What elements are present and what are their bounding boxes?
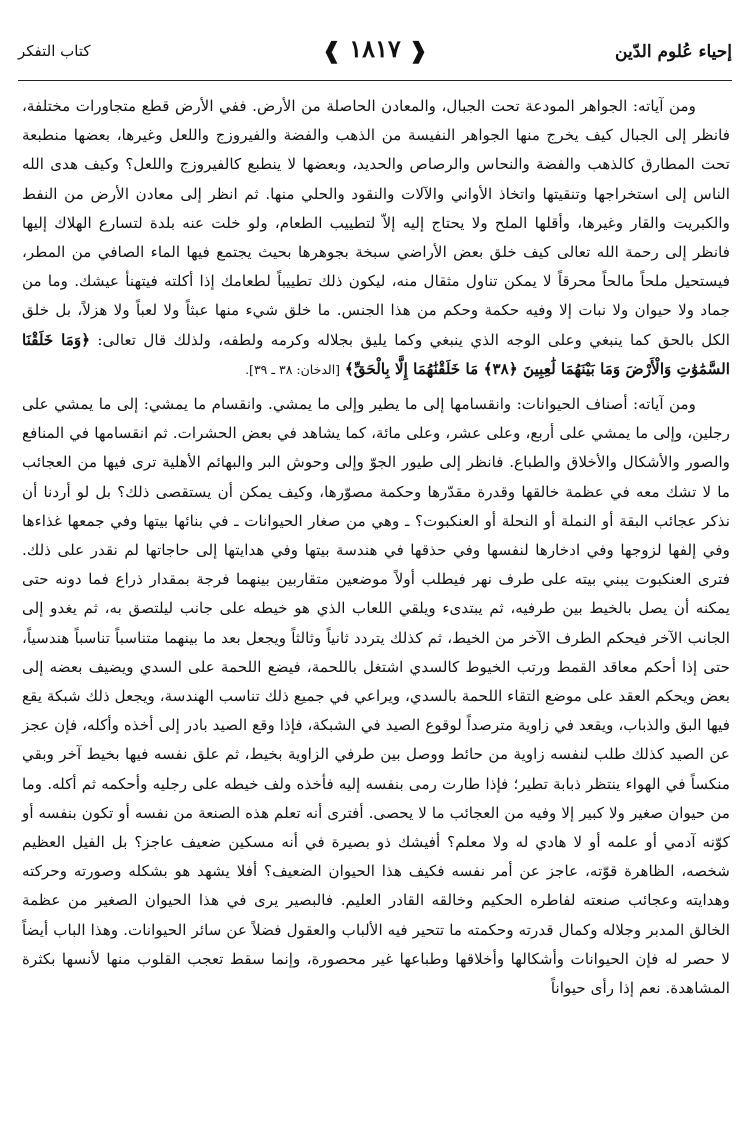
right-ornament-icon: ❱ — [409, 37, 428, 64]
quran-verse: ﴿وَمَا خَلَقْنَا السَّمَٰوَٰتِ وَالْأَرْضَ وَمَا بَيْنَهُمَا لَٰعِبِينَ ﴿٣٨﴾ مَا خَلَقْنَٰهُمَا إِلَّا بِالْحَقِّ﴾ — [22, 330, 730, 378]
page-number: ١٨١٧ — [349, 34, 401, 63]
body-text — [22, 92, 730, 1003]
left-ornament-icon: ❰ — [322, 37, 341, 64]
verse-reference: [الدخان: ٣٨ ـ ٣٩]. — [245, 361, 341, 377]
page-number-block — [322, 34, 427, 64]
header-divider — [18, 80, 732, 81]
paragraph-minerals — [22, 92, 730, 384]
page-header — [18, 34, 732, 82]
paragraph-animals — [22, 390, 730, 1003]
paragraph-text: ومن آياته: أصناف الحيوانات: وانقسامها إلى ما يطير وإلى ما يمشي. وانقسام ما يمشي: إلى ما يمشي على رجلين، وإلى ما يمشي على أربع، وعلى عشر، وعلى مائة، كما يشاهد في بعض الحشرات. ثم انقسامها في المنافع والصور والأشكال والأخلاق والطباع. فانظر إلى طيور الجوّ وإلى وحوش البر والبهائم الأهلية ترى فيها من العجائب ما لا تشك معه في عظمة خالقها وقدرة مقدّرها وحكمة مصوّرها، وكيف يمكن أن يستقصى ذلك؟ بل لو أردنا أن نذكر عجائب البقة أو النملة أو النحلة أو العنكبوت؟ ـ وهي من صغار الحيوانات ـ في بنائها بيتها وفي جمعها غذاءها وفي إلفها لزوجها وفي ادخارها لنفسها وفي حذقها في هندسة بيتها وفي هدايتها إلى حاجاتها لم نقدر على ذلك. فترى العنكبوت يبني بيته على طرف نهر فيطلب أولاً موضعين متقاربين بينهما فرجة بمقدار ذراع فما دونه حتى يمكنه أن يصل بالخيط بين طرفيه، ثم يبتدىء ويلقي اللعاب الذي هو خيطه على جانب ليلتصق به، ثم يغدو إلى الجانب الآخر فيحكم الطرف الآخر من الخيط، ثم كذلك يتردد ثانياً وثالثاً ويجعل بعد ما بينهما متناسباً تناسباً هندسياً، حتى إذا أحكم معاقد القمط ورتب الخيوط كالسدي اشتغل باللحمة، فيضع اللحمة على السدي ويضيف بعضه إلى بعض ويحكم العقد على موضع التقاء اللحمة بالسدي، ويراعي في جميع ذلك تناسب الهندسة، ويجعل ذلك شبكة يقع فيها البق والذباب، ويقعد في زاوية مترصداً لوقوع الصيد في الشبكة، فإذا وقع الصيد بادر إلى أخذه وأكله، فإن عجز عن الصيد كذلك طلب لنفسه زاوية من حائط ووصل بين طرفي الزاوية بخيط، ثم علق نفسه فيها بخيط آخر وبقي منكساً في الهواء ينتظر ذبابة تطير؛ فإذا طارت رمى بنفسه إليه فأخذه ولف خيطه على رجليه وأحكمه ثم أكله. وما من حيوان صغير ولا كبير إلا وفيه من العجائب ما لا يحصى. أفترى أنه تعلم هذه الصنعة من نفسه أو تكون بنفسه أو كوّنه آدمي أو علمه أو لا هادي له ولا معلم؟ أفيشك ذو بصيرة في أنه مسكين ضعيف عاجز؟ بل الفيل العظيم شخصه، الظاهرة قوّته، عاجز عن أمر نفسه فكيف هذا الحيوان الضعيف؟ أفلا يشهد هو بشكله وصورته وحركته وهدايته وعجائب صنعته لفاطره الحكيم وخالقه القادر العليم. فالبصير يرى في هذا الحيوان الصغير من عظمة الخالق المدبر وجلاله وكمال قدرته وحكمته ما تتحير فيه الألباب والعقول فضلاً عن سائر الحيوانات. وهذا الباب أيضاً لا حصر له فإن الحيوانات وأشكالها وأخلاقها وطباعها غير محصورة، وإنما سقط تعجب القلوب منها لأنسها بكثرة المشاهدة. نعم إذا رأى حيواناً — [22, 395, 730, 998]
book-title: إحياء عُلوم الدّين — [615, 42, 732, 62]
chapter-title: كتاب التفكر — [18, 42, 91, 60]
paragraph-text: ومن آياته: الجواهر المودعة تحت الجبال، والمعادن الحاصلة من الأرض. ففي الأرض قطع متجاورات مختلفة، فانظر إلى الجبال كيف يخرج منها الجواهر النفيسة من الذهب والفضة والفيروزج واللعل وغيرها، بعضها منطبعة تحت المطارق كالذهب والفضة والنحاس والرصاص والحديد، وبعضها لا ينطبع كالفيروزج واللعل؟ وكيف هدى الله الناس إلى استخراجها وتنقيتها واتخاذ الأواني والآلات والنقود والحلي منها. ثم انظر إلى معادن الأرض من النفط والكبريت والقار وغيرها، وأقلها الملح ولا يحتاج إليه إلاّ لتطييب الطعام، ولو خلت عنه بلدة لتسارع الهلاك إليها فانظر إلى رحمة الله تعالى كيف خلق بعض الأراضي سبخة بجوهرها بحيث يجتمع فيها الماء الصافي من المطر، فيستحيل ملحاً مالحاً محرقاً لا يمكن تناول مثقال منه، ليكون ذلك تطييباً لطعامك إذا أكلته فيتهنأ عيشك. وما من جماد ولا حيوان ولا نبات إلا وفيه حكمة وحكم من هذا الجنس. ما خلق شيء منها عبثاً ولا لعباً ولا هزلاً، بل خلق الكل بالحق كما ينبغي وعلى الوجه الذي ينبغي وكما يليق بجلاله وكرمه ولطفه، ولذلك قال تعالى: — [22, 97, 730, 349]
